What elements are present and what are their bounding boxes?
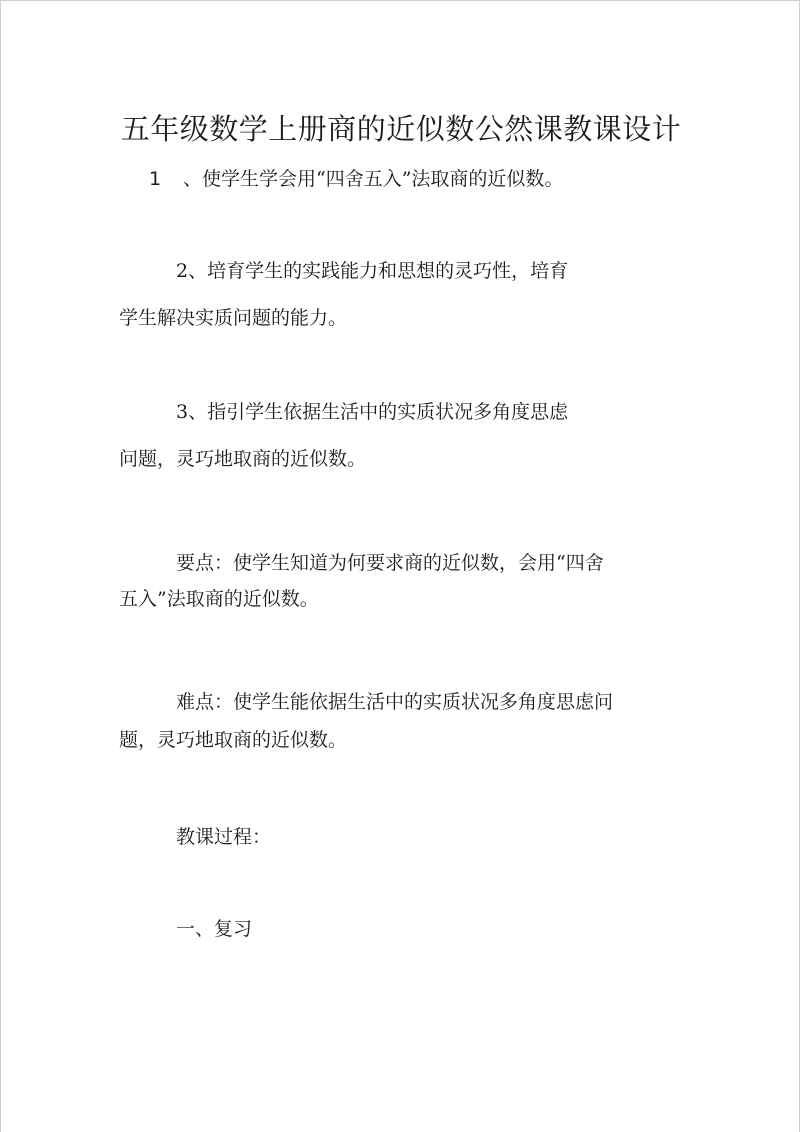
objective-2-line-1: 2、培育学生的实践能力和思想的灵巧性，培育 xyxy=(176,260,569,282)
key-point-line-2: 五入”法取商的近似数。 xyxy=(119,588,319,610)
objective-3-line-2: 问题，灵巧地取商的近似数。 xyxy=(119,448,367,470)
difficulty-line-1: 难点：使学生能依据生活中的实质状况多角度思虑问 xyxy=(176,691,614,713)
objective-1-text: 、使学生学会用“四舍五入”法取商的近似数。 xyxy=(183,168,564,190)
key-point-line-1: 要点：使学生知道为何要求商的近似数，会用“四舍 xyxy=(176,552,604,574)
difficulty-line-2: 题，灵巧地取商的近似数。 xyxy=(119,729,348,751)
objective-2-line-2: 学生解决实质问题的能力。 xyxy=(119,307,348,329)
objective-3-line-1: 3、指引学生依据生活中的实质状况多角度思虑 xyxy=(176,401,569,423)
objective-1-number: 1 xyxy=(149,168,162,190)
process-heading: 教课过程： xyxy=(176,826,272,848)
section-1-heading: 一、复习 xyxy=(176,918,253,940)
document-title: 五年级数学上册商的近似数公然课教课设计 xyxy=(120,112,682,146)
